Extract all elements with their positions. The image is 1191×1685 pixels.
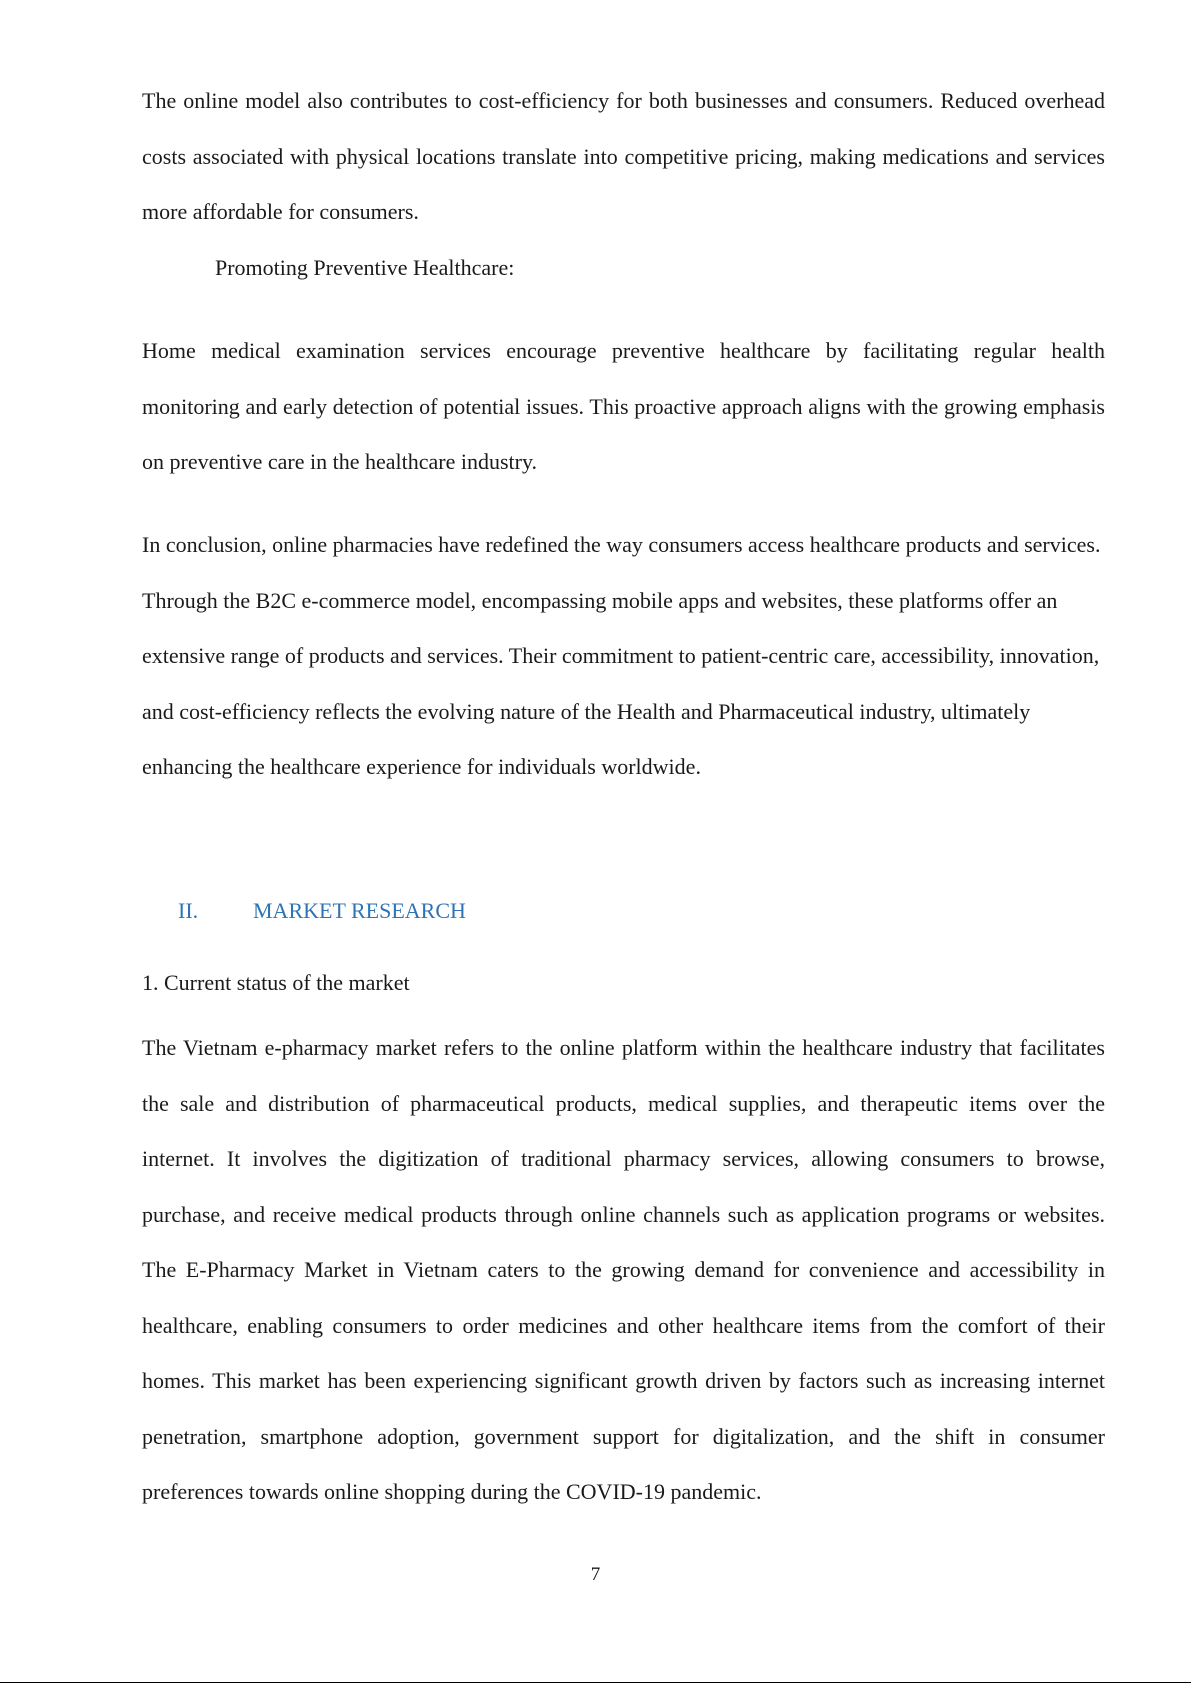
conclusion-paragraph: In conclusion, online pharmacies have redefined the way consumers access healthcare products and services. Through the B2C e-commerce model, encompassing mobile apps and websites, these platforms offer an extensive range of products and services. Their commitment to patient-centric care, accessibility, innovation, and cost-efficiency reflects the evolving nature of the Health and Pharmaceutical industry, ultimately enhancing the healthcare experience for individuals worldwide. — [142, 532, 1101, 779]
section-heading — [178, 887, 466, 935]
market-status-paragraph: The Vietnam e-pharmacy market refers to the online platform within the healthcare industry that facilitates the sale and distribution of pharmaceutical products, medical supplies, and therapeutic items over the internet. It involves the digitization of traditional pharmacy services, allowing consumers to browse, purchase, and receive medical products through online channels such as application programs or websites. The E-Pharmacy Market in Vietnam caters to the growing demand for convenience and accessibility in healthcare, enabling consumers to order medicines and other healthcare items from the comfort of their homes. This market has been experiencing significant growth driven by factors such as increasing internet penetration, smartphone adoption, government support for digitalization, and the shift in consumer preferences towards online shopping during the COVID-19 pandemic. — [142, 1035, 1105, 1504]
section-title: MARKET RESEARCH — [253, 898, 466, 923]
subsection-heading: 1. Current status of the market — [142, 970, 410, 995]
cost-efficiency-paragraph: The online model also contributes to cost-efficiency for both businesses and consumers. Reduced overhead costs associated with physical locations translate into competitive pricing, making medications and services more affordable for consumers. — [142, 88, 1105, 224]
preventive-healthcare-subheading: Promoting Preventive Healthcare: — [215, 255, 515, 280]
section-number: II. — [178, 898, 199, 923]
preventive-healthcare-paragraph: Home medical examination services encourage preventive healthcare by facilitating regular health monitoring and early detection of potential issues. This proactive approach aligns with the growing emphasis on preventive care in the healthcare industry. — [142, 338, 1105, 474]
page-number: 7 — [590, 1564, 601, 1585]
page-bottom-divider — [0, 1682, 1191, 1683]
